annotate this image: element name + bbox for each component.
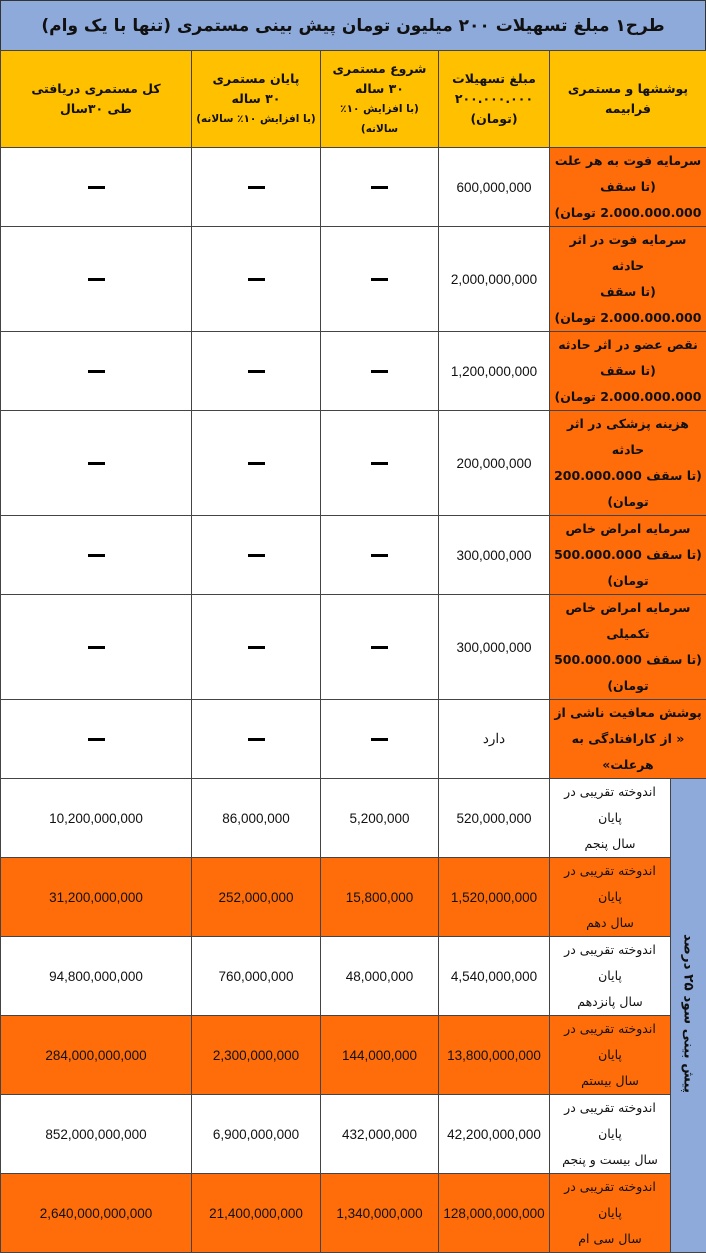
dash [321,516,439,595]
dash [192,516,321,595]
savings-row: اندوخته تقریبی در پایان سال سی ام 128,000,000,000 1,340,000,000 21,400,000,000 2,640,000,000,000 [1,1174,706,1253]
coverage-row: نقص عضو در اثر حادثه (تا سقف 2.000.000.000 تومان) 1,200,000,000 [1,332,706,411]
coverage-row: پوشش معافیت ناشی از « از کارافتادگی به هرعلت» دارد [1,700,706,779]
header-total-pension: کل مستمری دریافتی طی ۳۰سال [1,51,192,148]
coverage-row: هزینه پزشکی در اثر حادثه (تا سقف 200.000.000 تومان) 200,000,000 [1,411,706,516]
dash [321,411,439,516]
dash [192,227,321,332]
savings-row: اندوخته تقریبی در پایان سال دهم 1,520,000,000 15,800,000 252,000,000 31,200,000,000 [1,858,706,937]
savings-row: اندوخته تقریبی در پایان سال بیستم 13,800,000,000 144,000,000 2,300,000,000 284,000,000,000 [1,1016,706,1095]
coverage-row: سرمایه فوت در اثر حادثه (تا سقف 2.000.000.000 تومان) 2,000,000,000 [1,227,706,332]
dash [1,148,192,227]
dash [321,148,439,227]
dash [192,595,321,700]
dash [321,332,439,411]
coverage-row: سرمایه امراض خاص (تا سقف 500.000.000 تومان) 300,000,000 [1,516,706,595]
savings-row: اندوخته تقریبی در پایان سال بیست و پنجم 42,200,000,000 432,000,000 6,900,000,000 852,000,000,000 [1,1095,706,1174]
savings-row: پیش بینی سود ۲۵ درصد اندوخته تقریبی در پایان سال پنجم 520,000,000 5,200,000 86,000,000 10,200,000,000 [1,779,706,858]
dash [1,411,192,516]
dash [192,148,321,227]
dash [1,227,192,332]
header-row [1,51,706,148]
header-pension-start: شروع مستمری ۳۰ ساله (با افزایش ۱۰٪ سالانه) [321,51,439,148]
savings-row: اندوخته تقریبی در پایان سال پانزدهم 4,540,000,000 48,000,000 760,000,000 94,800,000,000 [1,937,706,1016]
side-label: پیش بینی سود ۲۵ درصد [671,779,706,1253]
dash [321,700,439,779]
dash [1,700,192,779]
header-coverage: پوششها و مستمری فرابیمه [550,51,706,148]
dash [1,595,192,700]
dash [321,227,439,332]
dash [1,516,192,595]
dash [1,332,192,411]
coverage-row: سرمایه امراض خاص تکمیلی (تا سقف 500.000.000 تومان) 300,000,000 [1,595,706,700]
plan-table [0,50,706,1253]
header-facility: مبلغ تسهیلات ۲۰۰.۰۰۰.۰۰۰ (تومان) [439,51,550,148]
page-title: طرح۱ مبلغ تسهیلات ۲۰۰ میلیون تومان پیش بینی مستمری (تنها با یک وام) [0,0,706,51]
dash [192,332,321,411]
dash [192,700,321,779]
coverage-row: سرمایه فوت به هر علت (تا سقف 2.000.000.000 تومان) 600,000,000 [1,148,706,227]
dash [321,595,439,700]
dash [192,411,321,516]
header-pension-end: پایان مستمری ۳۰ ساله (با افزایش ۱۰٪ سالانه) [192,51,321,148]
